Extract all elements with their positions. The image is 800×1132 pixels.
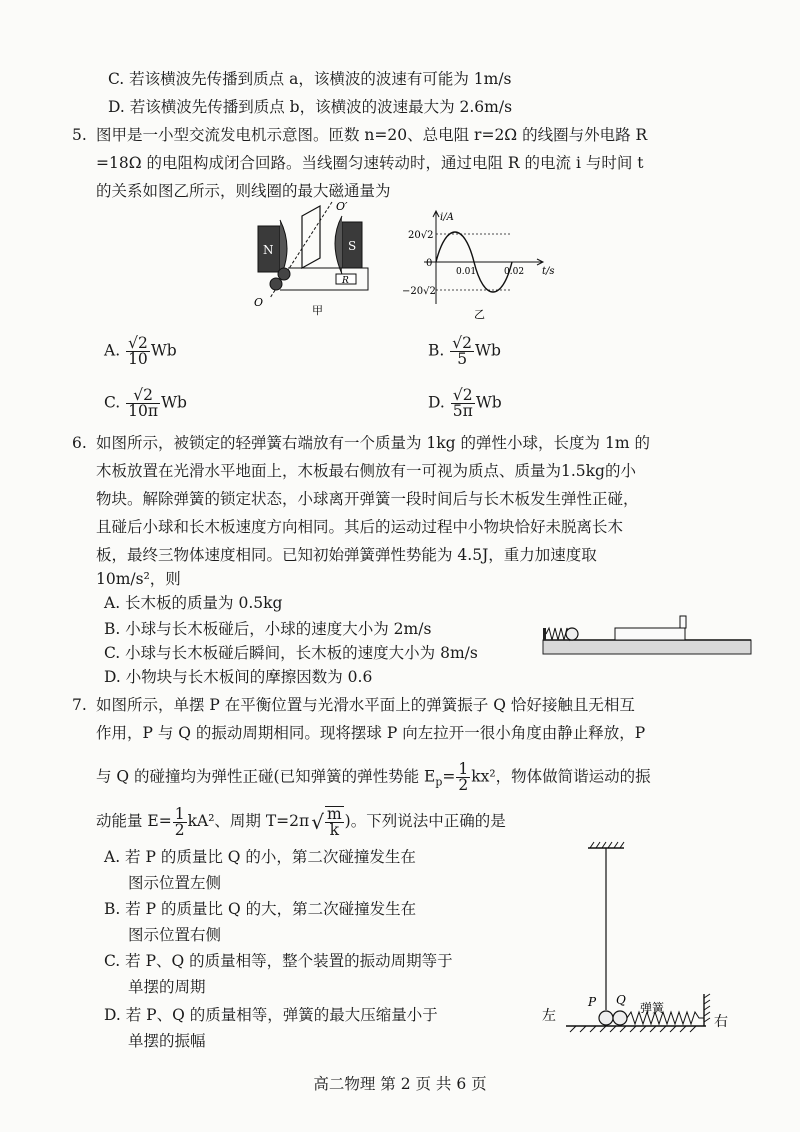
ball-q [613, 1011, 627, 1025]
q5-option-c-letter: C. [104, 393, 121, 412]
q6-stem-line5: 板，最终三物体速度相同。已知初始弹簧弹性势能为 4.5J，重力加速度取 [96, 546, 597, 564]
magnet-n-label: N [263, 243, 274, 257]
q5-option-c-fraction [126, 388, 160, 419]
q5-option-d-num: √2 [451, 388, 475, 404]
long-board [615, 628, 685, 640]
sqrt-sign-icon: √ [311, 810, 324, 834]
q7-option-a-line1: A. 若 P 的质量比 Q 的小，第二次碰撞发生在 [104, 848, 416, 866]
q5-option-d-fraction [451, 388, 475, 419]
spring-ball-board-diagram [543, 612, 751, 658]
q5-option-d [428, 388, 502, 419]
q6-option-a: A. 长木板的质量为 0.5kg [104, 594, 283, 612]
q7-line3-sub: p [435, 775, 443, 789]
origin-label: 0 [426, 258, 433, 269]
q7-stem-line2: 作用，P 与 Q 的振动周期相同。现将摆球 P 向左拉开一很小角度由静止释放，P [96, 724, 646, 742]
label-left: 左 [542, 1008, 556, 1024]
q5-option-b-unit: Wb [475, 341, 501, 360]
q5-option-c-den: 10π [128, 402, 159, 420]
q7-option-d-line2: 单摆的振幅 [128, 1032, 206, 1050]
q5-option-b-fraction [450, 336, 474, 367]
q6-stem-line3: 物块。解除弹簧的锁定状态，小球离开弹簧一段时间后与长木板发生弹性正碰， [96, 490, 639, 508]
q7-line4-frac-num: 1 [174, 804, 185, 823]
ball [566, 628, 578, 640]
spring [627, 1012, 704, 1024]
q5-option-d-den: 5π [452, 402, 473, 420]
pendulum-spring-diagram [530, 840, 760, 1040]
q7-stem-line3 [96, 762, 651, 794]
q5-option-a [104, 336, 177, 367]
axis-top-label: O′ [336, 200, 348, 213]
q6-stem-line2: 木板放置在光滑水平地面上，木板最右侧放有一可视为质点、质量为1.5kg的小 [96, 462, 636, 480]
q5-option-c [104, 388, 187, 419]
q7-option-c-line1: C. 若 P、Q 的质量相等，整个装置的振动周期等于 [104, 952, 453, 970]
q7-option-c-line2: 单摆的周期 [128, 978, 206, 996]
q6-option-c: C. 小球与长木板碰后瞬间，长木板的速度大小为 8m/s [104, 644, 478, 662]
resistor-r-label: R [342, 276, 349, 286]
q6-option-d: D. 小物块与长木板间的摩擦因数为 0.6 [104, 668, 373, 686]
figure-yi-caption: 乙 [474, 308, 485, 321]
q4-option-c: C. 若该横波先传播到质点 a，该横波的波速有可能为 1m/s [108, 70, 512, 88]
x-axis-label: t/s [542, 266, 555, 277]
q4-option-d: D. 若该横波先传播到质点 b，该横波的波速最大为 2.6m/s [108, 98, 513, 116]
q7-line4-part2: kA²、周期 T=2π [187, 812, 310, 830]
figure-jia-caption: 甲 [312, 304, 323, 317]
q7-stem-line1: 如图所示，单摆 P 在平衡位置与光滑水平面上的弹簧振子 Q 恰好接触且无相互 [96, 696, 635, 714]
y-axis-label: i/A [440, 212, 454, 223]
q6-stem-line6: 10m/s²，则 [96, 570, 181, 588]
q5-option-c-unit: Wb [161, 393, 187, 412]
q5-option-d-letter: D. [428, 393, 445, 412]
label-right: 右 [714, 1014, 728, 1030]
q5-option-a-letter: A. [104, 341, 121, 360]
q7-line3-part1: 与 Q 的碰撞均为弹性正碰(已知弹簧的弹性势能 E [96, 767, 436, 786]
q5-option-d-unit: Wb [475, 393, 502, 412]
q7-stem-line4 [96, 806, 506, 838]
q7-line4-root-fraction [325, 806, 344, 838]
label-p: P [588, 995, 597, 1009]
q5-number: 5. [72, 126, 87, 144]
q6-option-b: B. 小球与长木板碰后，小球的速度大小为 2m/s [104, 620, 432, 638]
q5-stem-line3: 的关系如图乙所示，则线圈的最大磁通量为 [96, 182, 391, 200]
tick-t1: 0.01 [456, 267, 477, 277]
q7-line3-part2: kx²，物体做简谐运动的振 [471, 767, 651, 786]
q7-option-b-line1: B. 若 P 的质量比 Q 的大，第二次碰撞发生在 [104, 900, 417, 918]
axis-bottom-label: O [254, 296, 264, 309]
q5-stem-line2: =18Ω 的电阻构成闭合回路。当线圈匀速转动时，通过电阻 R 的电流 i 与时间 t [96, 154, 644, 172]
tick-negative: −20√2 [402, 286, 436, 297]
q7-line3-eq: = [442, 767, 456, 786]
magnet-s-label: S [348, 239, 357, 253]
q7-line4-root-den: k [329, 821, 340, 839]
generator-diagram [250, 198, 380, 316]
q5-option-b-den: 5 [457, 350, 468, 368]
small-block [680, 616, 686, 628]
tick-t2: 0.02 [504, 267, 525, 277]
q7-option-d-line1: D. 若 P、Q 的质量相等，弹簧的最大压缩量小于 [104, 1006, 438, 1024]
tick-positive: 20√2 [408, 230, 434, 241]
q5-option-a-num: √2 [128, 334, 148, 352]
q5-option-c-num: √2 [126, 388, 160, 404]
page-footer: 高二物理 第 2 页 共 6 页 [313, 1075, 487, 1093]
q5-option-b-letter: B. [428, 341, 445, 360]
q5-option-a-unit: Wb [150, 341, 177, 360]
label-q: Q [616, 993, 626, 1007]
q6-number: 6. [72, 434, 87, 452]
q7-line4-part3: )。下列说法中正确的是 [344, 812, 506, 830]
q7-option-a-line2: 图示位置左侧 [128, 874, 222, 892]
q7-number: 7. [72, 696, 87, 714]
ball-p [599, 1011, 613, 1025]
current-time-graph [392, 208, 555, 321]
label-spring: 弹簧 [640, 1001, 665, 1015]
q5-option-b [428, 336, 501, 367]
q7-option-b-line2: 图示位置右侧 [128, 926, 222, 944]
q7-line4-frac-den: 2 [174, 820, 185, 839]
q5-option-a-fraction [126, 336, 150, 367]
q6-stem-line4: 且碰后小球和长木板速度方向相同。其后的运动过程中小物块恰好未脱离长木 [96, 518, 624, 536]
q7-line3-frac-num: 1 [458, 760, 469, 778]
q7-line4-part1: 动能量 E= [96, 812, 172, 830]
q7-line3-fraction [456, 762, 470, 793]
q7-line3-frac-den: 2 [458, 776, 469, 794]
q7-line4-root-num: m [326, 805, 342, 823]
q7-line4-fraction [173, 804, 187, 839]
q5-stem-line1: 图甲是一小型交流发电机示意图。匝数 n=20、总电阻 r=2Ω 的线圈与外电路 R [96, 126, 648, 144]
q5-option-a-den: 10 [128, 350, 148, 368]
q6-stem-line1: 如图所示，被锁定的轻弹簧右端放有一个质量为 1kg 的弹性小球，长度为 1m 的 [96, 434, 650, 452]
q5-option-b-num: √2 [452, 334, 473, 352]
